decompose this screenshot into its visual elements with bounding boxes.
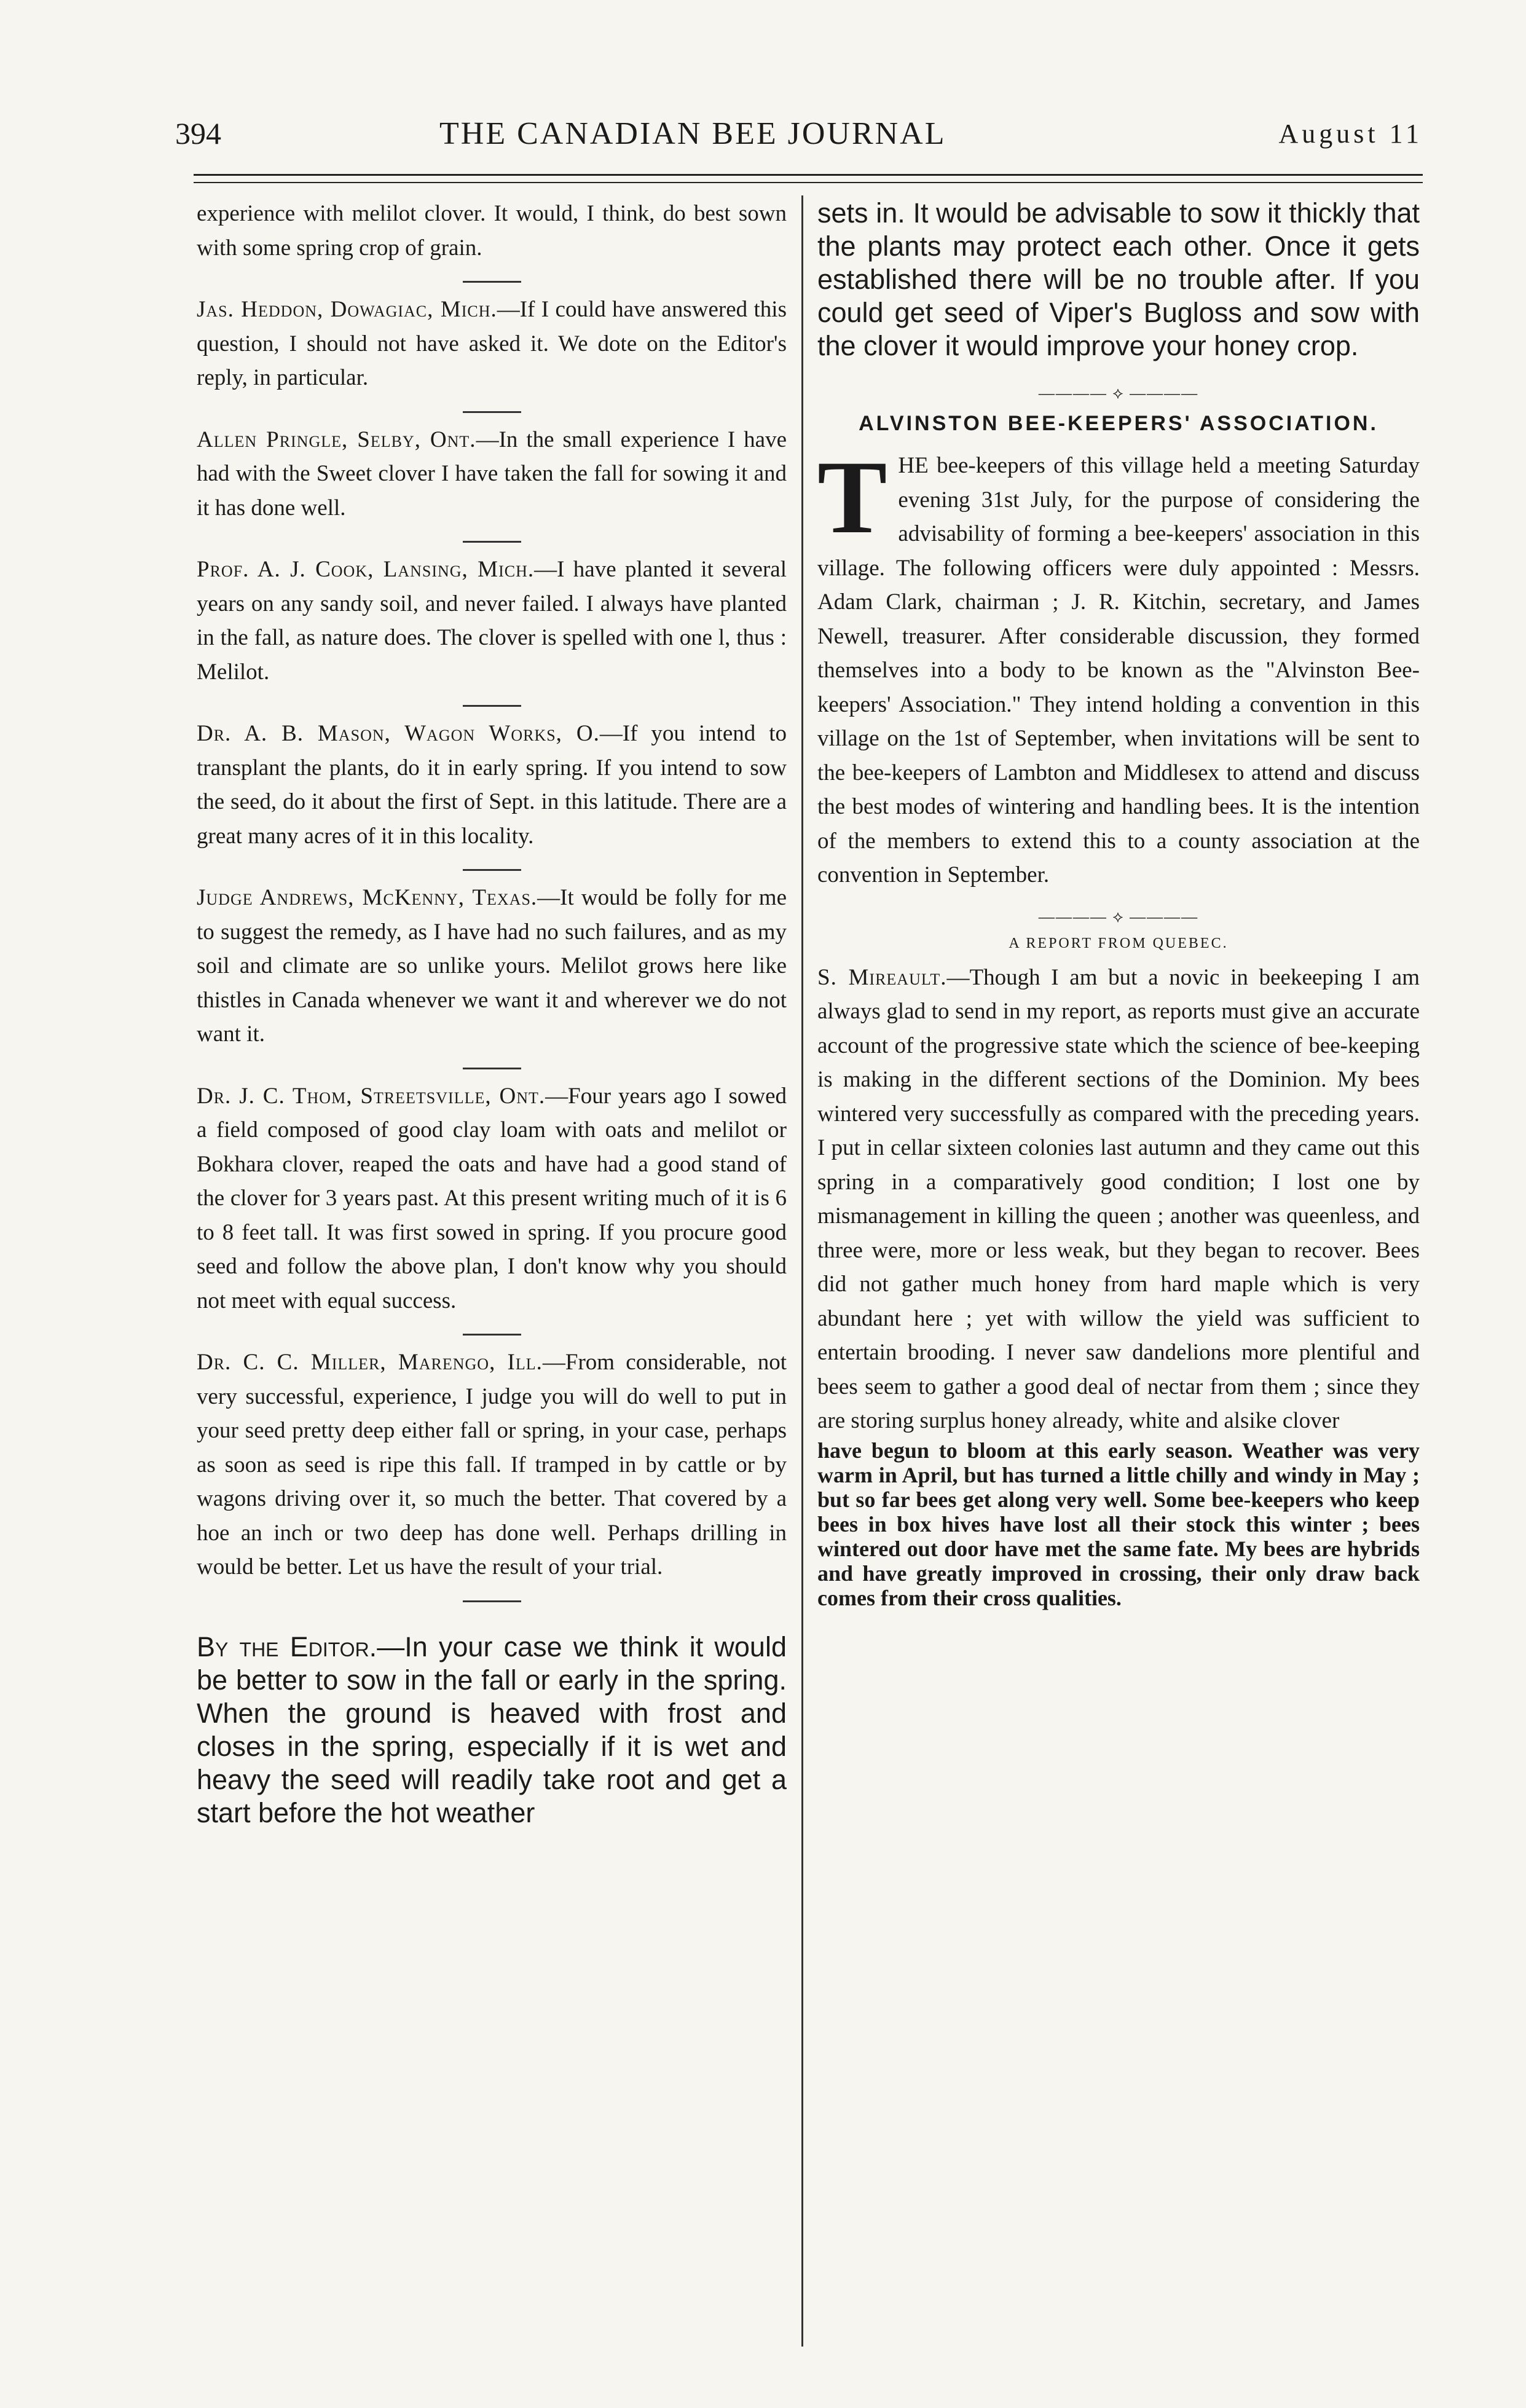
left-column <box>197 197 787 1857</box>
ornament-divider: ———— ⟡ ———— <box>1038 907 1199 926</box>
reply-cook <box>197 553 787 689</box>
page-header <box>175 116 1423 165</box>
reply-text: —If you intend to transplant the plants, do it in early spring. If you intend to sow the seed, do it about the first of Sept. in this latitude. There are a great many acres of it in this locality. <box>197 721 787 849</box>
reply-text: —In your case we think it would be better to sow in the fall or early in the spring. When the ground is heaved with frost and closes in the spring, especially if it is wet and heavy the seed will readily take root and get a start before the hot weather <box>197 1631 787 1828</box>
separator <box>463 1600 521 1602</box>
reply-mason <box>197 717 787 853</box>
ornament-divider: ———— ⟡ ———— <box>1038 384 1199 402</box>
journal-title: THE CANADIAN BEE JOURNAL <box>439 116 946 151</box>
reply-thom <box>197 1079 787 1318</box>
separator <box>463 541 521 543</box>
reply-miller <box>197 1345 787 1584</box>
author-name: Dr. C. C. Miller, Marengo, Ill. <box>197 1350 543 1375</box>
author-name: S. Mireault. <box>817 964 947 990</box>
separator <box>463 705 521 707</box>
separator <box>463 411 521 413</box>
separator <box>463 1334 521 1336</box>
reply-pringle <box>197 423 787 525</box>
author-name: Prof. A. J. Cook, Lansing, Mich. <box>197 557 535 582</box>
separator <box>463 1068 521 1069</box>
report-heading: A REPORT FROM QUEBEC. <box>1009 935 1229 951</box>
reply-text: —It would be folly for me to suggest the remedy, as I have had no such failures, and as my soil and climate are so unlike yours. Melilot grows here like thistles in Canada whenever we want it and wherever we do not want it. <box>197 885 787 1047</box>
right-column <box>817 197 1420 1610</box>
reply-heddon <box>197 293 787 395</box>
article-heading: ALVINSTON BEE-KEEPERS' ASSOCIATION. <box>859 412 1379 435</box>
author-name: Dr. J. C. Thom, Streetsville, Ont. <box>197 1083 546 1109</box>
article-body <box>817 439 1420 892</box>
author-name: Jas. Heddon, Dowagiac, Mich. <box>197 297 497 322</box>
author-name: Allen Pringle, Selby, Ont. <box>197 427 476 452</box>
reply-text: —Though I am but a novic in beekeeping I am always glad to send in my report, as reports must give an accurate account of the progressive state which the science of bee-keeping is making in the different sections of the Dominion. My bees wintered very successfully as compared with the preceding years. I put in cellar sixteen colonies last autumn and they came out this spring in a comparatively good condition; I lost one by mismanagement in killing the queen ; another was queenless, and three were, more or less weak, but they began to recover. Bees did not gather much honey from hard maple which is very abundant here ; yet with willow the yield was sufficient to entertain brooding. I never saw dandelions more plentiful and bees seem to gather a good deal of nectar from them ; since they are storing surplus honey already, white and alsike clover <box>817 964 1420 1433</box>
author-name: By the Editor. <box>197 1631 377 1662</box>
column-divider <box>801 195 803 2347</box>
paragraph-continued: experience with melilot clover. It would, I think, do best sown with some spring crop of grain. <box>197 201 787 261</box>
editor-reply-continued: sets in. It would be advisable to sow it thickly that the plants may protect each other. Once it gets established there will be no trouble after. If you could get seed of Viper's Bugloss and sow with the clover it would improve your honey crop. <box>817 197 1420 361</box>
reply-andrews <box>197 881 787 1052</box>
reply-text: —In the small experience I have had with the Sweet clover I have taken the fall for sowing it and it has done well. <box>197 427 787 521</box>
editor-reply <box>197 1631 787 1830</box>
header-rule <box>194 174 1423 176</box>
report-text-condensed: have begun to bloom at this early season. Weather was very warm in April, but has turned a little chilly and windy in May ; but so far bees get along very well. Some bee-keepers who keep bees in box hives have lost all their stock this winter ; bees wintered out door have met the same fate. My bees are hybrids and have greatly improved in crossing, their only draw back comes from their cross qualities. <box>817 1438 1420 1610</box>
reply-text: —I have planted it several years on any sandy soil, and never failed. I always have planted in the fall, as nature does. The clover is spelled with one l, thus : Melilot. <box>197 557 787 685</box>
issue-date: August 11 <box>1278 119 1423 149</box>
author-name: Dr. A. B. Mason, Wagon Works, O. <box>197 721 600 746</box>
page-number: 394 <box>175 116 221 151</box>
reply-text: —If I could have answered this question, I should not have asked it. We dote on the Editor's reply, in particular. <box>197 297 787 390</box>
author-name: Judge Andrews, McKenny, Texas. <box>197 885 538 910</box>
drop-cap: T <box>817 439 887 555</box>
report-text <box>817 961 1420 1438</box>
reply-text: —Four years ago I sowed a field composed of good clay loam with oats and melilot or Bokhara clover, reaped the oats and have had a good stand of the clover for 3 years past. At this present writing much of it is 6 to 8 feet tall. It was first sowed in spring. If you procure good seed and follow the above plan, I don't know why you should not meet with equal success. <box>197 1083 787 1313</box>
reply-text: —From considerable, not very successful, experience, I judge you will do well to put in your seed pretty deep either fall or spring, in your case, perhaps as soon as seed is ripe this fall. If tramped in by cattle or by wagons driving over it, so much the better. That covered by a hoe an inch or two deep has done well. Perhaps drilling in would be better. Let us have the result of your trial. <box>197 1350 787 1580</box>
separator <box>463 869 521 871</box>
header-rule-thin <box>194 182 1423 183</box>
separator <box>463 281 521 283</box>
article-text: HE bee-keepers of this village held a meeting Saturday evening 31st July, for the purpose of considering the advisability of forming a bee-keepers' association in this village. The following officers were duly appointed : Messrs. Adam Clark, chairman ; J. R. Kitchin, secretary, and James Newell, treasurer. After considerable discussion, they formed themselves into a body to be known as the "Alvinston Bee-keepers' Association." They intend holding a convention in this village on the 1st of September, when invitations will be sent to the bee-keepers of Lambton and Middlesex to attend and discuss the best modes of wintering and handling bees. It is the intention of the members to extend this to a county association at the convention in September. <box>817 453 1420 887</box>
